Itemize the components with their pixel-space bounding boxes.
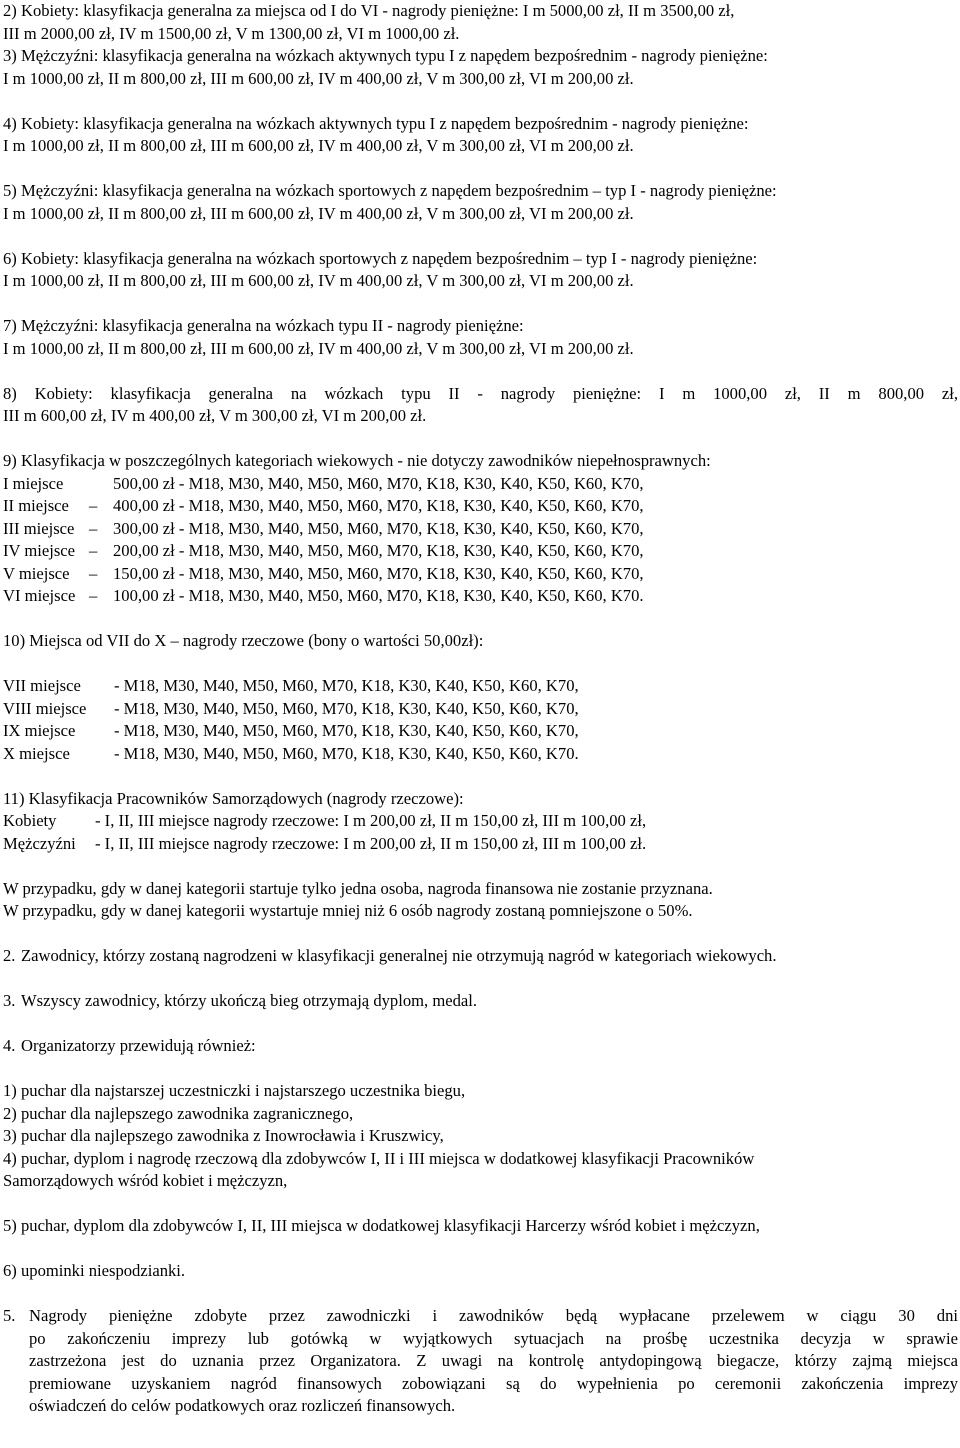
worker-prize-text: - I, II, III miejsce nagrody rzeczowe: I m 200,00 zł, II m 150,00 zł, III m 100,00 zł. <box>95 833 647 853</box>
age-category-row <box>3 540 958 563</box>
item-number: 5. <box>3 1306 16 1325</box>
gender-label: Kobiety <box>3 811 57 830</box>
text-line: zastrzeżona jest do uznania przez Organizatora. Z uwagi na kontrolę antydopingową biegacze, którzy zajmą miejsca <box>29 1351 958 1370</box>
spacer <box>3 653 958 676</box>
text-line: Nagrody pieniężne zdobyte przez zawodniczki i zawodników będą wypłacane przelewem w ciągu 30 dni <box>29 1306 958 1325</box>
rank-label: I miejsce <box>3 473 64 493</box>
numbered-item <box>3 945 958 968</box>
trophy-line: 5) puchar, dyplom dla zdobywców I, II, III miejsca w dodatkowej klasyfikacji Harcerzy wśród kobiet i mężczyzn, <box>3 1216 760 1235</box>
prize-section-2-3 <box>3 0 958 90</box>
municipal-workers-section <box>3 788 958 856</box>
text-line: 8) Kobiety: klasyfikacja generalna na wózkach typu II - nagrody pieniężne: I m 1000,00 zł, II m 800,00 zł, <box>3 383 958 403</box>
prize-section-5 <box>3 180 958 225</box>
spacer <box>3 765 958 788</box>
place-text: - M18, M30, M40, M50, M60, M70, K18, K30, K40, K50, K60, K70, <box>114 676 579 695</box>
gender-label: Mężczyźni <box>3 833 76 853</box>
age-category-row <box>3 585 958 608</box>
prize-text: 400,00 zł - M18, M30, M40, M50, M60, M70, K18, K30, K40, K50, K60, K70, <box>113 496 644 515</box>
text-line: III m 600,00 zł, IV m 400,00 zł, V m 300,00 zł, VI m 200,00 zł. <box>3 406 427 425</box>
place-row <box>3 675 958 698</box>
rank-label: X miejsce <box>3 743 70 763</box>
item-text: Organizatorzy przewidują również: <box>21 1036 256 1055</box>
text-line: I m 1000,00 zł, II m 800,00 zł, III m 600,00 zł, IV m 400,00 zł, V m 300,00 zł, VI m 200,00 zł. <box>3 338 634 358</box>
prize-section-8 <box>3 383 958 428</box>
prize-text: 150,00 zł - M18, M30, M40, M50, M60, M70, K18, K30, K40, K50, K60, K70, <box>113 563 644 583</box>
trophies-list <box>3 1080 958 1193</box>
rank-label: IV miejsce <box>3 541 76 560</box>
note-line: W przypadku, gdy w danej kategorii wystartuje mniej niż 6 osób nagrody zostaną pomniejszone o 50%. <box>3 901 693 920</box>
spacer <box>3 1283 958 1306</box>
text-line: oświadczeń do celów podatkowych oraz rozliczeń finansowych. <box>29 1396 456 1415</box>
place-text: - M18, M30, M40, M50, M60, M70, K18, K30, K40, K50, K60, K70, <box>114 721 579 740</box>
spacer <box>3 158 958 181</box>
spacer <box>3 1058 958 1081</box>
text-line: 5) Mężczyźni: klasyfikacja generalna na wózkach sportowych z napędem bezpośrednim – typ I - nagrody pieniężne: <box>3 181 777 200</box>
rank-label: III miejsce <box>3 518 75 538</box>
spacer <box>3 428 958 451</box>
item-number: 4. <box>3 1036 16 1055</box>
age-category-row <box>3 495 958 518</box>
text-line: po zakończeniu imprezy lub gotówką w wyjątkowych sytuacjach na prośbę uczestnika decyzja w sprawie <box>29 1328 958 1348</box>
spacer <box>3 1013 958 1036</box>
rank-label: IX miejsce <box>3 721 76 740</box>
age-category-section <box>3 450 958 608</box>
spacer <box>3 90 958 113</box>
spacer <box>3 608 958 631</box>
age-category-row <box>3 518 958 541</box>
dash: – <box>89 586 98 605</box>
document-page <box>3 0 958 1418</box>
age-category-row <box>3 563 958 586</box>
places-7-10-section <box>3 630 958 765</box>
spacer <box>3 293 958 316</box>
prize-text: 300,00 zł - M18, M30, M40, M50, M60, M70, K18, K30, K40, K50, K60, K70, <box>113 518 644 538</box>
section-heading: 10) Miejsca od VII do X – nagrody rzeczowe (bony o wartości 50,00zł): <box>3 631 484 650</box>
trophy-line: 6) upominki niespodzianki. <box>3 1261 186 1280</box>
place-text: - M18, M30, M40, M50, M60, M70, K18, K30, K40, K50, K60, K70. <box>114 743 579 763</box>
worker-prize-text: - I, II, III miejsce nagrody rzeczowe: I m 200,00 zł, II m 150,00 zł, III m 100,00 zł, <box>95 811 647 830</box>
rank-label: II miejsce <box>3 496 69 515</box>
dash: – <box>89 518 98 538</box>
dash: – <box>89 496 98 515</box>
item-text: Wszyscy zawodnicy, którzy ukończą bieg otrzymają dyplom, medal. <box>21 991 478 1010</box>
prize-text: 100,00 zł - M18, M30, M40, M50, M60, M70, K18, K30, K40, K50, K60, K70. <box>113 586 644 605</box>
text-line: 3) Mężczyźni: klasyfikacja generalna na wózkach aktywnych typu I z napędem bezpośrednim - nagrody pieniężne: <box>3 46 768 65</box>
item-number: 3. <box>3 991 16 1010</box>
trophy-line: 2) puchar dla najlepszego zawodnika zagranicznego, <box>3 1103 354 1123</box>
text-line: 2) Kobiety: klasyfikacja generalna za miejsca od I do VI - nagrody pieniężne: I m 5000,00 zł, II m 3500,00 zł, <box>3 1 735 20</box>
worker-row <box>3 833 958 856</box>
numbered-item <box>3 1035 958 1058</box>
note-line: W przypadku, gdy w danej kategorii startuje tylko jedna osoba, nagroda finansowa nie zostanie przyznana. <box>3 878 713 898</box>
text-line: III m 2000,00 zł, IV m 1500,00 zł, V m 1300,00 zł, VI m 1000,00 zł. <box>3 23 460 43</box>
spacer <box>3 360 958 383</box>
spacer <box>3 923 958 946</box>
prize-section-7 <box>3 315 958 360</box>
text-line: I m 1000,00 zł, II m 800,00 zł, III m 600,00 zł, IV m 400,00 zł, V m 300,00 zł, VI m 200,00 zł. <box>3 203 634 223</box>
trophy-line: 3) puchar dla najlepszego zawodnika z Inowrocławia i Kruszwicy, <box>3 1126 444 1145</box>
place-row <box>3 698 958 721</box>
text-line: 7) Mężczyźni: klasyfikacja generalna na wózkach typu II - nagrody pieniężne: <box>3 316 524 335</box>
spacer <box>3 968 958 991</box>
text-line: 6) Kobiety: klasyfikacja generalna na wózkach sportowych z napędem bezpośrednim – typ I - nagrody pieniężne: <box>3 248 758 268</box>
rank-label: VI miejsce <box>3 586 76 605</box>
section-heading: 9) Klasyfikacja w poszczególnych kategoriach wiekowych - nie dotyczy zawodników niepełnosprawnych: <box>3 451 711 470</box>
dash: – <box>89 541 98 560</box>
dash <box>89 473 113 496</box>
text-line: 4) Kobiety: klasyfikacja generalna na wózkach aktywnych typu I z napędem bezpośrednim - nagrody pieniężne: <box>3 113 749 133</box>
trophy-line: Samorządowych wśród kobiet i mężczyzn, <box>3 1171 288 1190</box>
trophy-line: 4) puchar, dyplom i nagrodę rzeczową dla zdobywców I, II i III miejsca w dodatkowej klasyfikacji Pracowników <box>3 1148 755 1168</box>
prize-section-6 <box>3 248 958 293</box>
payment-terms-item <box>3 1305 958 1418</box>
rank-label: V miejsce <box>3 563 70 583</box>
prize-section-4 <box>3 113 958 158</box>
age-category-row <box>3 473 958 496</box>
spacer <box>3 855 958 878</box>
place-row <box>3 743 958 766</box>
item-text: Zawodnicy, którzy zostaną nagrodzeni w klasyfikacji generalnej nie otrzymują nagród w kategoriach wiekowych. <box>21 946 777 965</box>
text-line: I m 1000,00 zł, II m 800,00 zł, III m 600,00 zł, IV m 400,00 zł, V m 300,00 zł, VI m 200,00 zł. <box>3 136 634 155</box>
trophy-line: 1) puchar dla najstarszej uczestniczki i najstarszego uczestnika biegu, <box>3 1081 466 1100</box>
item-number: 2. <box>3 946 16 965</box>
rank-label: VII miejsce <box>3 676 81 695</box>
text-line: premiowane uzyskaniem nagród finansowych zobowiązani są do wypełnienia po ceremonii zakończenia imprezy <box>29 1373 958 1393</box>
payment-terms-text <box>29 1305 958 1418</box>
spacer <box>3 225 958 248</box>
rank-label: VIII miejsce <box>3 698 87 718</box>
place-text: - M18, M30, M40, M50, M60, M70, K18, K30, K40, K50, K60, K70, <box>114 698 579 718</box>
place-row <box>3 720 958 743</box>
notes-section <box>3 878 958 923</box>
numbered-item <box>3 990 958 1013</box>
prize-text: 500,00 zł - M18, M30, M40, M50, M60, M70, K18, K30, K40, K50, K60, K70, <box>113 473 644 493</box>
text-line: I m 1000,00 zł, II m 800,00 zł, III m 600,00 zł, IV m 400,00 zł, V m 300,00 zł, VI m 200,00 zł. <box>3 271 634 290</box>
text-line: I m 1000,00 zł, II m 800,00 zł, III m 600,00 zł, IV m 400,00 zł, V m 300,00 zł, VI m 200,00 zł. <box>3 68 634 88</box>
section-heading: 11) Klasyfikacja Pracowników Samorządowych (nagrody rzeczowe): <box>3 788 464 808</box>
prize-text: 200,00 zł - M18, M30, M40, M50, M60, M70, K18, K30, K40, K50, K60, K70, <box>113 541 644 560</box>
spacer <box>3 1238 958 1261</box>
spacer <box>3 1193 958 1216</box>
worker-row <box>3 810 958 833</box>
dash: – <box>89 563 98 583</box>
